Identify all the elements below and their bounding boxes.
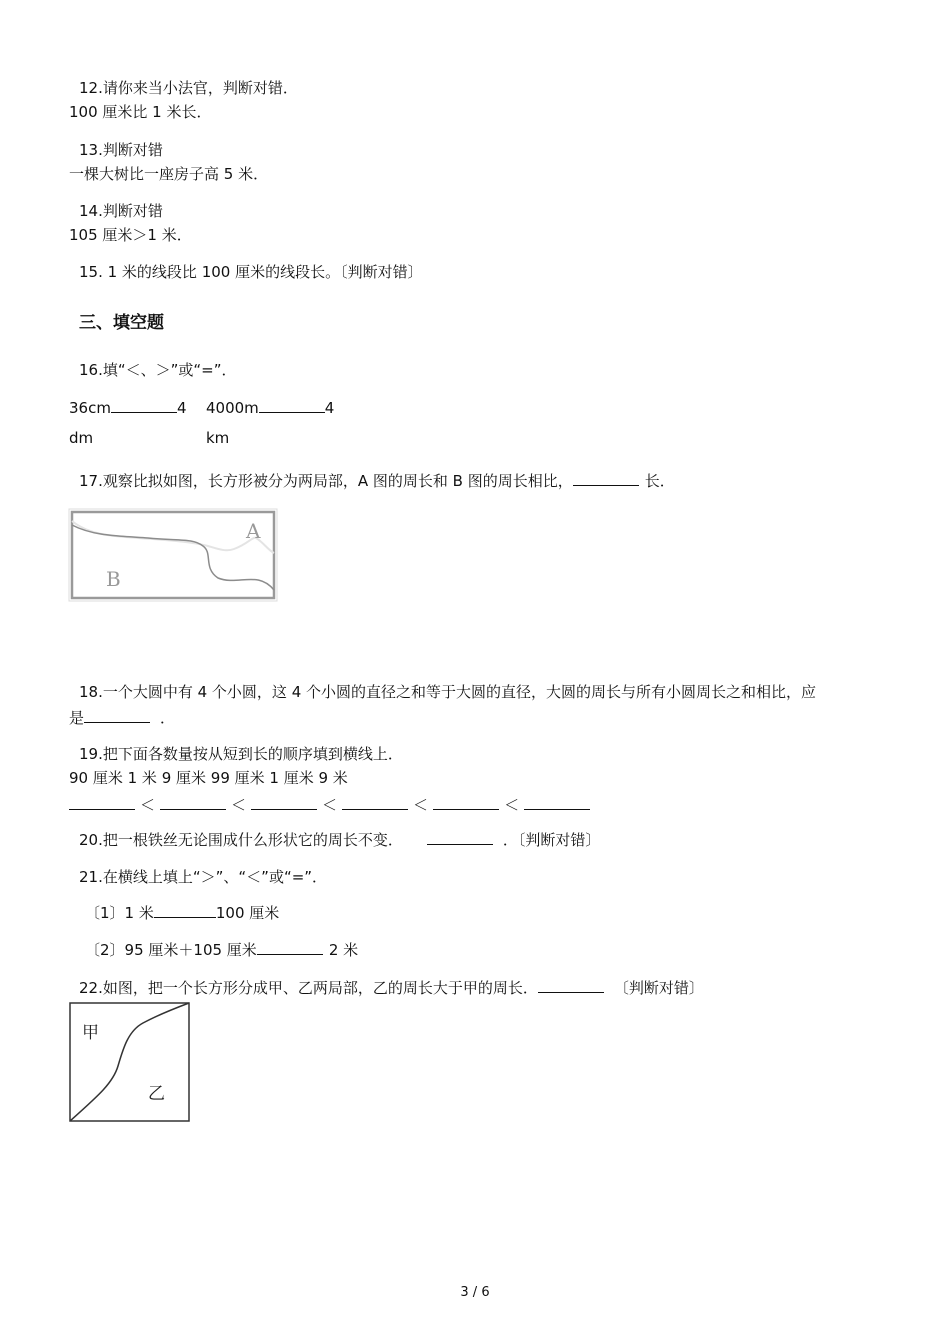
lt-sign: ＜ (322, 796, 338, 814)
q22-figure (68, 1001, 192, 1124)
q20-text-before: 20.把一根铁丝无论围成什么形状它的周长不变． (79, 831, 403, 849)
answer-blank[interactable] (342, 795, 408, 810)
q16-item1 (69, 398, 187, 418)
answer-blank[interactable] (538, 978, 604, 993)
page-number: 3 / 6 (460, 1285, 490, 1300)
q14-title: 14.判断对错 (79, 202, 163, 220)
q16-item2-right: 4 (324, 399, 335, 417)
q18-line2 (69, 708, 175, 728)
answer-blank[interactable] (573, 471, 639, 486)
q15-text: 15. 1 米的线段比 100 厘米的线段长。〔判断对错〕 (79, 263, 423, 281)
q17-figure (68, 508, 280, 604)
lt-sign: ＜ (231, 796, 247, 814)
answer-blank[interactable] (524, 795, 590, 810)
q17-label-a: A (246, 519, 261, 543)
q16-item2-left: 4000m (206, 399, 259, 417)
q16-item2 (206, 398, 334, 418)
q22-text-after: 〔判断对错〕 (613, 979, 704, 997)
answer-blank[interactable] (433, 795, 499, 810)
q22-label-jia: 甲 (82, 1023, 99, 1043)
answer-blank[interactable] (259, 398, 325, 413)
q14-body: 105 厘米＞1 米． (69, 226, 192, 244)
q21-part1 (85, 903, 279, 923)
q13-title: 13.判断对错 (79, 141, 163, 159)
q16-item1-left: 36cm (69, 399, 111, 417)
q21-part2 (85, 940, 358, 960)
q22-text (79, 978, 704, 998)
q17-text (79, 471, 675, 491)
q16-item2-unit: km (206, 429, 230, 447)
q16-title: 16.填“＜、＞”或“=”． (79, 361, 237, 379)
q20-text-after: ．〔判断对错〕 (502, 831, 601, 849)
q19-title: 19.把下面各数量按从短到长的顺序填到横线上． (79, 745, 403, 763)
q17-text-after: 长． (644, 472, 675, 490)
q19-blanks (69, 795, 590, 815)
answer-blank[interactable] (427, 830, 493, 845)
q18-line2-after: ． (160, 709, 176, 727)
q21-p1-before: 〔1〕1 米 (85, 904, 154, 922)
answer-blank[interactable] (160, 795, 226, 810)
lt-sign: ＜ (504, 796, 520, 814)
q21-p2-before: 〔2〕95 厘米＋105 厘米 (85, 941, 257, 959)
answer-blank[interactable] (257, 940, 323, 955)
q18-line1: 18.一个大圆中有 4 个小圆，这 4 个小圆的直径之和等于大圆的直径，大圆的周长与所有小圆周长之和相比，应 (79, 683, 817, 701)
q19-values: 90 厘米 1 米 9 厘米 99 厘米 1 厘米 9 米 (69, 769, 348, 787)
answer-blank[interactable] (69, 795, 135, 810)
answer-blank[interactable] (84, 708, 150, 723)
q16-item1-right: 4 (176, 399, 187, 417)
q21-p1-after: 100 厘米 (215, 904, 280, 922)
q17-text-before: 17.观察比拟如图，长方形被分为两局部，A 图的周长和 B 图的周长相比， (79, 472, 573, 490)
q12-body: 100 厘米比 1 米长． (69, 103, 212, 121)
q22-text-before: 22.如图，把一个长方形分成甲、乙两局部，乙的周长大于甲的周长． (79, 979, 538, 997)
q22-label-yi: 乙 (148, 1084, 165, 1104)
q18-line2-before: 是 (69, 709, 85, 727)
answer-blank[interactable] (154, 903, 216, 918)
q16-item1-unit: dm (69, 429, 94, 447)
answer-blank[interactable] (111, 398, 177, 413)
q12-title: 12.请你来当小法官，判断对错． (79, 79, 298, 97)
q13-body: 一棵大树比一座房子高 5 米． (69, 165, 269, 183)
lt-sign: ＜ (413, 796, 429, 814)
answer-blank[interactable] (251, 795, 317, 810)
q21-p2-after: 2 米 (328, 941, 359, 959)
q20-text (79, 830, 600, 850)
q21-title: 21.在横线上填上“＞”、“＜”或“=”． (79, 868, 328, 886)
section-heading: 三、填空题 (79, 313, 164, 333)
lt-sign: ＜ (140, 796, 156, 814)
q17-label-b: B (106, 567, 121, 591)
